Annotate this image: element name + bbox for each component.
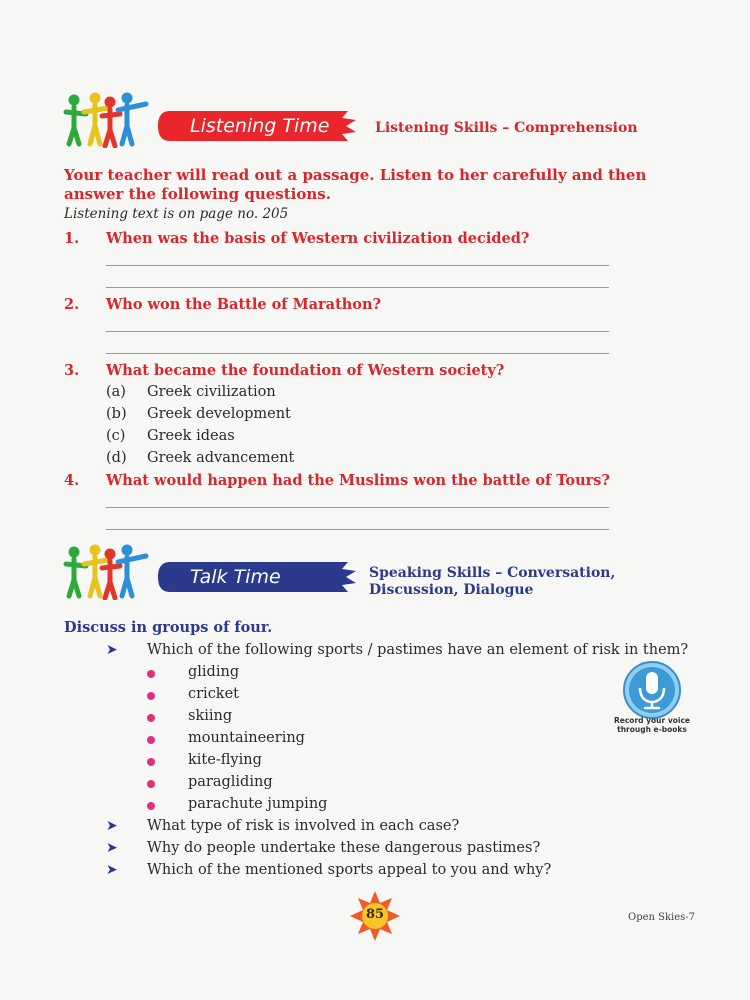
pink-dot-icon bbox=[147, 670, 155, 678]
question-number: 2. bbox=[64, 296, 80, 313]
sport-item: paragliding bbox=[188, 774, 273, 790]
sport-item: gliding bbox=[188, 664, 240, 680]
listening-skill-label: Listening Skills – Comprehension bbox=[375, 120, 638, 136]
discussion-question: Why do people undertake these dangerous pastimes? bbox=[147, 840, 541, 856]
pink-dot-icon bbox=[147, 780, 155, 788]
pink-dot-icon bbox=[147, 758, 155, 766]
discuss-heading: Discuss in groups of four. bbox=[64, 619, 273, 636]
answer-line bbox=[106, 353, 609, 354]
people-icon bbox=[62, 544, 152, 600]
answer-line bbox=[106, 507, 609, 508]
microphone-icon[interactable] bbox=[622, 660, 682, 720]
listening-instruction: Your teacher will read out a passage. Listen to her carefully and then answer the following questions. bbox=[64, 166, 647, 203]
pink-dot-icon bbox=[147, 692, 155, 700]
sport-item: parachute jumping bbox=[188, 796, 328, 812]
pink-dot-icon bbox=[147, 714, 155, 722]
arrow-bullet-icon: ➤ bbox=[106, 840, 118, 856]
book-title: Open Skies-7 bbox=[628, 912, 696, 923]
people-icon bbox=[62, 92, 152, 148]
question-text: When was the basis of Western civilization decided? bbox=[106, 230, 530, 247]
discussion-question: Which of the following sports / pastimes have an element of risk in them? bbox=[147, 642, 689, 658]
option-text: Greek development bbox=[147, 406, 291, 422]
question-text: Who won the Battle of Marathon? bbox=[106, 296, 382, 313]
option-text: Greek civilization bbox=[147, 384, 276, 400]
answer-line bbox=[106, 331, 609, 332]
answer-line bbox=[106, 287, 609, 288]
mic-caption bbox=[606, 716, 698, 734]
discussion-question: What type of risk is involved in each case? bbox=[147, 818, 460, 834]
mic-caption-line2: through e-books bbox=[617, 725, 687, 734]
sport-item: cricket bbox=[188, 686, 240, 702]
arrow-bullet-icon: ➤ bbox=[106, 642, 118, 658]
listening-banner-title: Listening Time bbox=[190, 115, 330, 137]
arrow-bullet-icon: ➤ bbox=[106, 818, 118, 834]
pink-dot-icon bbox=[147, 802, 155, 810]
question-number: 3. bbox=[64, 362, 80, 379]
option-label: (b) bbox=[106, 406, 127, 422]
mic-caption-line1: Record your voice bbox=[614, 716, 690, 725]
pink-dot-icon bbox=[147, 736, 155, 744]
talk-banner-title: Talk Time bbox=[190, 566, 281, 588]
talk-skill-line1: Speaking Skills – Conversation, bbox=[369, 565, 616, 581]
option-text: Greek advancement bbox=[147, 450, 295, 466]
option-label: (a) bbox=[106, 384, 126, 400]
listening-note: Listening text is on page no. 205 bbox=[64, 206, 289, 222]
answer-line bbox=[106, 529, 609, 530]
question-text: What became the foundation of Western society? bbox=[106, 362, 505, 379]
sport-item: kite-flying bbox=[188, 752, 262, 768]
question-text: What would happen had the Muslims won the battle of Tours? bbox=[106, 472, 610, 489]
sport-item: skiing bbox=[188, 708, 233, 724]
discussion-question: Which of the mentioned sports appeal to you and why? bbox=[147, 862, 552, 878]
sport-item: mountaineering bbox=[188, 730, 305, 746]
question-number: 1. bbox=[64, 230, 80, 247]
option-text: Greek ideas bbox=[147, 428, 235, 444]
arrow-bullet-icon: ➤ bbox=[106, 862, 118, 878]
question-number: 4. bbox=[64, 472, 80, 489]
answer-line bbox=[106, 265, 609, 266]
option-label: (d) bbox=[106, 450, 127, 466]
option-label: (c) bbox=[106, 428, 126, 444]
talk-skill-line2: Discussion, Dialogue bbox=[369, 582, 534, 598]
page-number: 85 bbox=[365, 907, 385, 922]
